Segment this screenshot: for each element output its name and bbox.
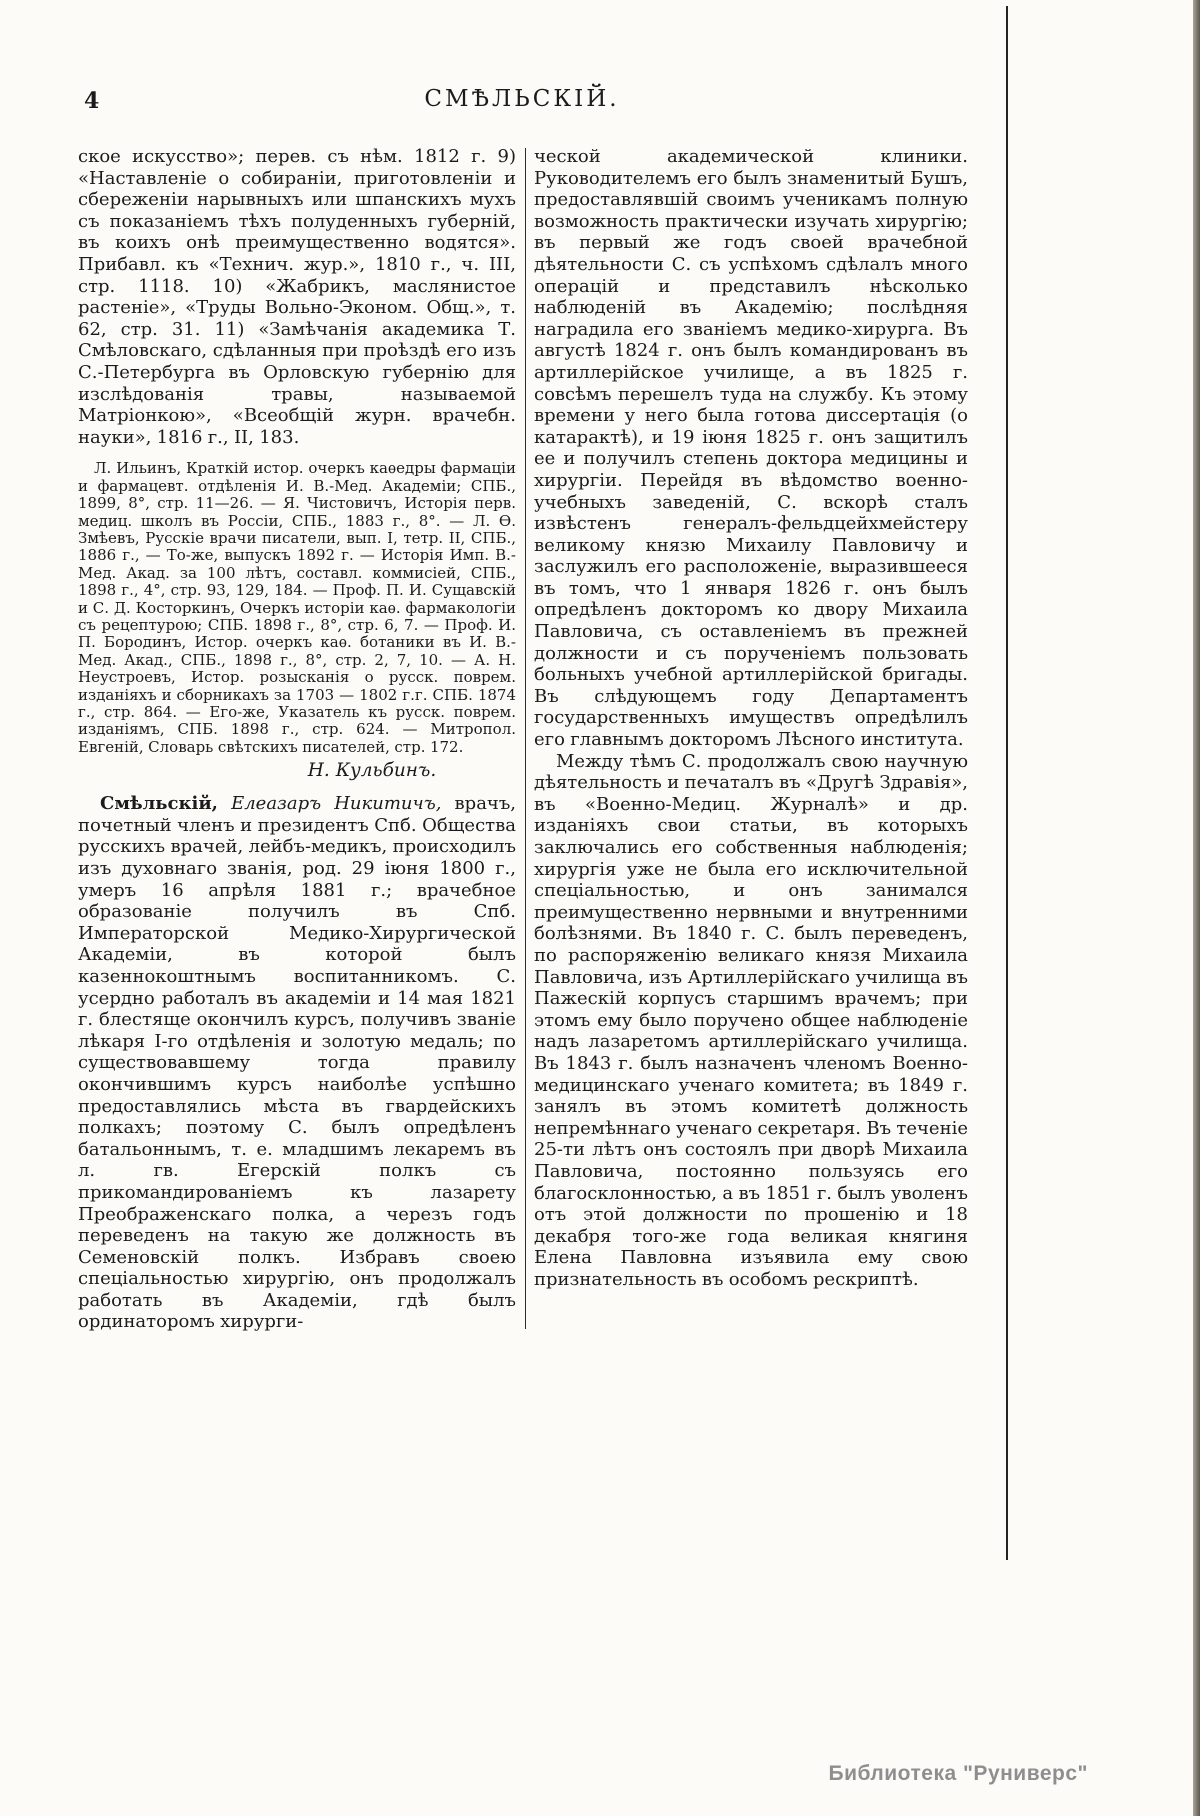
right-paragraph-2: Между тѣмъ С. продолжалъ свою научную дѣятельность и печаталъ въ «Другѣ Здравія», въ «Военно-Медиц. Журналѣ» и др. изданіяхъ свои статьи, въ которыхъ заключались его собственныя наблюденія; хирургія уже не была его исключительной спеціальностью, и онъ занимался преимущественно нервными и внутренними болѣзнями. Въ 1840 г. С. былъ переведенъ, по распоряженію великаго князя Михаила Павловича, изъ Артиллерійскаго училища въ Пажескій корпусъ старшимъ врачемъ; при этомъ ему было поручено общее наблюденіе надъ лазаретомъ артиллерійскаго училища. Въ 1843 г. былъ назначенъ членомъ Военно-медицинскаго ученаго комитета; въ 1849 г. занялъ въ этомъ комитетѣ должность непремѣннаго ученаго секретаря. Въ теченіе 25-ти лѣтъ онъ состоялъ при дворѣ Михаила Павловича, постоянно пользуясь его благосклонностью, а въ 1851 г. былъ уволенъ отъ этой должности по прошенію и 18 декабря того-же года великая княгиня Елена Павловна изъявила ему свою признательность въ особомъ рескриптѣ. [534, 750, 968, 1290]
page-number: 4 [84, 88, 100, 114]
left-column [78, 146, 516, 1333]
library-watermark: Библиотека "Руниверс" [828, 1762, 1088, 1785]
scan-edge-strip [1193, 0, 1200, 1816]
continuation-paragraph: ское искусство»; перев. съ нѣм. 1812 г. 9) «Наставленіе о собираніи, приготовленіи и сбереженіи нарывныхъ или шпанскихъ мухъ съ показаніемъ тѣхъ полуденныхъ губерній, въ коихъ онѣ преимущественно водятся». Прибавл. къ «Технич. жур.», 1810 г., ч. III, стр. 1118. 10) «Жабрикъ, маслянистое растеніе», «Труды Вольно-Эконом. Общ.», т. 62, стр. 31. 11) «Замѣчанія академика Т. Смѣловскаго, сдѣланныя при проѣздѣ его изъ С.-Петербурга въ Орловскую губернію для изслѣдованія травы, называемой Матріонкою», «Всеобщій журн. врачебн. науки», 1816 г., II, 183. [78, 146, 516, 448]
entry-body-text: врачъ, почетный членъ и президентъ Спб. Общества русскихъ врачей, лейбъ-медикъ, происходилъ изъ духовнаго званія, род. 29 іюня 1800 г., умеръ 16 апрѣля 1881 г.; врачебное образованіе получилъ въ Спб. Императорской Медико-Хирургической Академіи, въ которой былъ казеннокоштнымъ воспитанникомъ. С. усердно работалъ въ академіи и 14 мая 1821 г. блестяще окончилъ курсъ, получивъ званіе лѣкаря I-го отдѣленія и золотую медаль; по существовавшему тогда правилу окончившимъ курсъ наиболѣе успѣшно предоставлялись мѣста въ гвардейскихъ полкахъ; поэтому С. былъ опредѣленъ батальоннымъ, т. е. младшимъ лекаремъ въ л. гв. Егерскій полкъ съ прикомандированіемъ къ лазарету Преображенскаго полка, а черезъ годъ переведенъ на такую же должность въ Семеновскій полкъ. Избравъ своею спеціальностью хирургію, онъ продолжалъ работать въ Академіи, гдѣ былъ ординаторомъ хирурги- [78, 793, 517, 1333]
entry-paragraph [78, 793, 516, 1333]
book-edge-line [1006, 6, 1008, 1560]
author-signature: Н. Кульбинъ. [307, 760, 437, 782]
entry-headword: Смѣльскій, [100, 793, 218, 815]
running-title: СМѢЛЬСКІЙ. [424, 86, 620, 112]
text-columns [78, 146, 968, 1333]
bibliography-paragraph: Л. Ильинъ, Краткій истор. очеркъ каѳедры фармаціи и фармацевт. отдѣленія И. В.-Мед. Академіи; СПБ., 1899, 8°, стр. 11—26. — Я. Чистовичъ, Исторія перв. медиц. школъ въ Россіи, СПБ., 1883 г., 8°. — Л. Ѳ. Змѣевъ, Русскіе врачи писатели, вып. I, тетр. II, СПБ., 1886 г., — То-же, выпускъ 1892 г. — Исторія Имп. В.-Мед. Акад. за 100 лѣтъ, составл. коммисіей, СПБ., 1898 г., 4°, стр. 93, 129, 184. — Проф. П. И. Сущавскій и С. Д. Косторкинъ, Очеркъ исторіи каѳ. фармакологіи съ рецептурою; СПБ. 1898 г., 8°, стр. 6, 7. — Проф. И. П. Бородинъ, Истор. очеркъ каѳ. ботаники въ И. В.-Мед. Акад., СПБ., 1898 г., 8°, стр. 2, 7, 10. — А. Н. Неустроевъ, Истор. розысканія о русск. поврем. изданіяхъ и сборникахъ за 1703 — 1802 г.г. СПБ. 1874 г., стр. 864. — Его-же, Указатель къ русск. поврем. изданіямъ, СПБ. 1898 г., стр. 624. — Митропол. Евгеній, Словарь свѣтскихъ писателей, стр. 172. [78, 459, 516, 756]
right-column [534, 146, 968, 1333]
column-divider-rule [525, 148, 526, 1329]
right-paragraph-1: ческой академической клиники. Руководителемъ его былъ знаменитый Бушъ, предоставлявшій своимъ ученикамъ полную возможность практически изучать хирургію; въ первый же годъ своей врачебной дѣятельности С. съ успѣхомъ сдѣлалъ много операцій и представилъ нѣсколько наблюденій въ Академію; послѣдняя наградила его званіемъ медико-хирурга. Въ августѣ 1824 г. онъ былъ командированъ въ артиллерійское училище, а въ 1825 г. совсѣмъ перешелъ туда на службу. Къ этому времени у него была готова диссертація (о катарактѣ), и 19 іюня 1825 г. онъ защитилъ ее и получилъ степень доктора медицины и хирургіи. Перейдя въ вѣдомство военно-учебныхъ заведеній, С. вскорѣ сталъ извѣстенъ генералъ-фельдцейхмейстеру великому князю Михаилу Павловичу и заслужилъ его расположеніе, выразившееся въ томъ, что 1 января 1826 г. онъ былъ опредѣленъ докторомъ ко двору Михаила Павловича, съ оставленіемъ въ прежней должности и съ порученіемъ пользовать больныхъ учебной артиллерійской бригады. Въ слѣдующемъ году Департаментъ государственныхъ имуществъ опредѣлилъ его главнымъ докторомъ Лѣсного института. [534, 146, 968, 751]
page-header [78, 86, 966, 118]
entry-person-name: Елеазаръ Никитичъ, [231, 793, 442, 815]
